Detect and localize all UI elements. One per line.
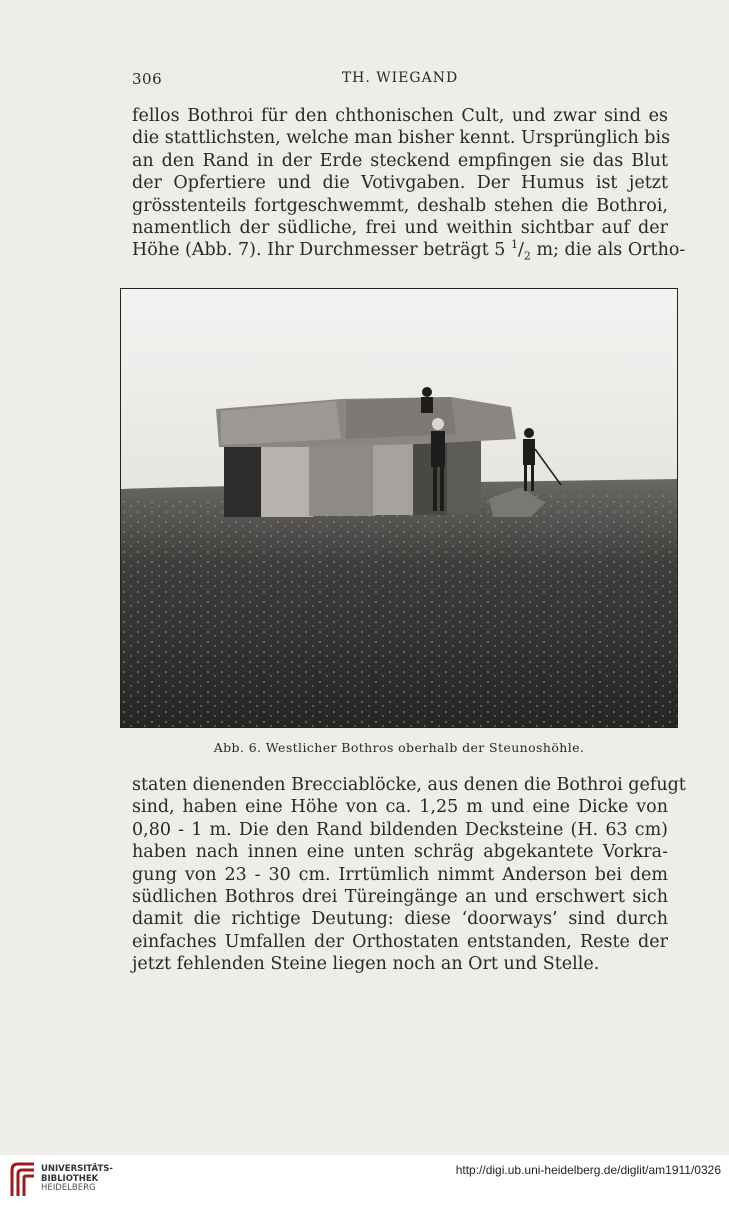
line-start: Höhe (Abb. 7). Ihr Durchmesser beträgt 5 xyxy=(132,240,512,261)
text-line: Höhe (Abb. 7). Ihr Durchmesser beträgt 5 $^1/_2$ m; die als Ortho- xyxy=(132,238,686,263)
fraction-denominator: 2 xyxy=(523,249,531,263)
library-line: HEIDELBERG xyxy=(41,1183,96,1193)
source-url-link[interactable]: http://digi.ub.uni-heidelberg.de/diglit/am1911/0326 xyxy=(455,1163,721,1177)
text-line: einfaches Umfallen der Orthostaten entstanden, Reste der xyxy=(132,931,668,952)
paragraph-2 xyxy=(132,774,686,976)
library-logo-icon xyxy=(10,1162,36,1198)
text-line: 0,80 - 1 m. Die den Rand bildenden Decksteine (H. 63 cm) xyxy=(132,819,668,840)
library-name xyxy=(41,1165,113,1194)
text-line: der Opfertiere und die Votivgaben. Der Humus ist jetzt xyxy=(132,173,668,194)
text-line: gung von 23 - 30 cm. Irrtümlich nimmt Anderson bei dem xyxy=(132,864,668,885)
text-line: namentlich der südliche, frei und weithin sichtbar auf der xyxy=(132,217,668,238)
text-line: haben nach innen eine unten schräg abgekantete Vorkra- xyxy=(132,842,668,863)
line-end: m; die als Ortho- xyxy=(530,240,686,261)
text-line: jetzt fehlenden Steine liegen noch an Ort und Stelle. xyxy=(132,954,600,975)
photograph-bothros xyxy=(120,288,678,728)
figure-caption: Abb. 6. Westlicher Bothros oberhalb der Steunoshöhle. xyxy=(213,740,585,755)
library-line: UNIVERSITÄTS- xyxy=(41,1164,113,1174)
page-number: 306 xyxy=(132,70,163,88)
text-line: sind, haben eine Höhe von ca. 1,25 m und eine Dicke von xyxy=(132,797,668,818)
text-line: staten dienenden Brecciablöcke, aus denen die Bothroi gefugt xyxy=(132,775,686,795)
fraction-numerator: 1 xyxy=(511,238,519,252)
text-line: an den Rand in der Erde steckend empfingen sie das Blut xyxy=(132,150,668,171)
text-line: die stattlichsten, welche man bisher kennt. Ursprünglich bis xyxy=(132,128,671,149)
running-title: TH. WIEGAND xyxy=(341,70,459,86)
text-line: südlichen Bothros drei Türeingänge an und erschwert sich xyxy=(132,886,668,907)
running-head xyxy=(132,70,668,92)
text-line: grösstenteils fortgeschwemmt, deshalb stehen die Bothroi, xyxy=(132,195,668,216)
paragraph-1 xyxy=(132,105,686,263)
text-line: fellos Bothroi für den chthonischen Cult, und zwar sind es xyxy=(132,106,668,126)
text-line: damit die richtige Deutung: diese ‘doorways’ sind durch xyxy=(132,909,668,930)
library-line: BIBLIOTHEK xyxy=(41,1173,99,1184)
